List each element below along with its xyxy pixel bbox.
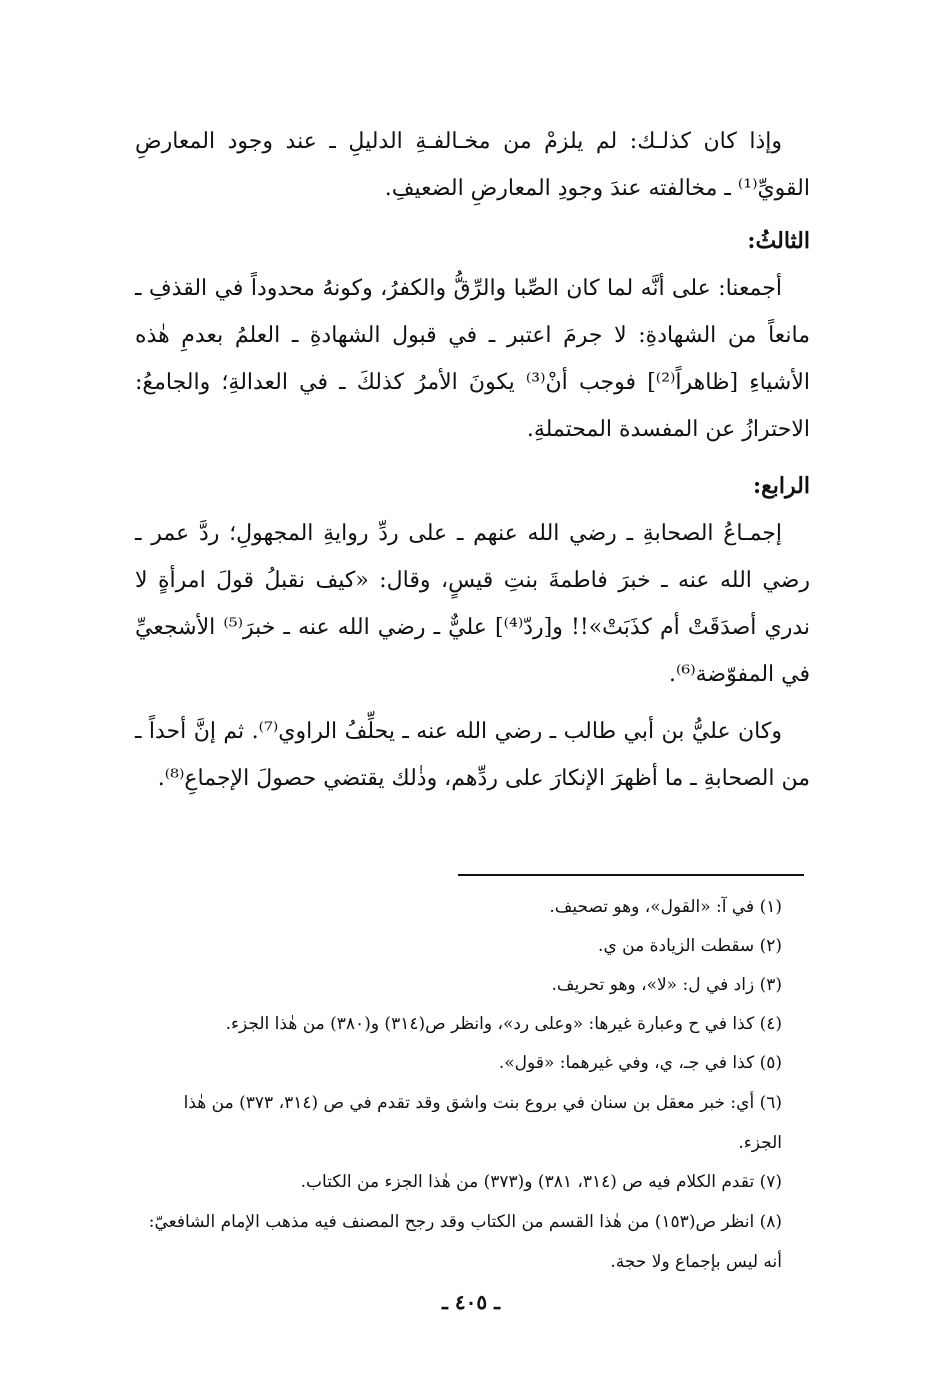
footnote-6: (٦) أي: خبر معقل بن سنان في بروع بنت واشق وقد تقدم في ص (٣١٤، ٣٧٣) من هٰذا الجزء. — [183, 1093, 782, 1153]
footnote-7: (٧) تقدم الكلام فيه ص (٣١٤، ٣٨١) و(٣٧٣) من هٰذا الجزء من الكتاب. — [300, 1172, 782, 1192]
heading-fourth: الرابع: — [752, 473, 810, 499]
footnotes — [135, 888, 810, 1282]
footnote-3: (٣) زاد في ل: «لا»، وهو تحريف. — [551, 975, 782, 995]
footnote-divider — [458, 874, 804, 876]
footnote-1: (١) في آ: «القول»، وهو تصحيف. — [549, 897, 782, 917]
paragraph-3: إجمـاعُ الصحابةِ ـ رضي الله عنهم ـ على ردِّ روايةِ المجهولِ؛ ردَّ عمر ـ رضي الله عنه ـ خبرَ فاطمةَ بنتِ قيسٍ، وقال: «كيف نقبلُ قولَ امرأةٍ لا ندري أصدَقَتْ أم كذَبَتْ»!! و[ردّ⁽⁴⁾] عليٌّ ـ رضي الله عنه ـ خبرَ⁽⁵⁾ الأشجعيِّ في المفوّضة⁽⁶⁾. — [135, 521, 811, 687]
paragraph-2: أجمعنا: على أنَّه لما كان الصِّبا والرِّقُّ والكفرُ، وكونهُ محدوداً في القذفِ ـ مانعاً من الشهادةِ: لا جرمَ اعتبر ـ في قبول الشهادةِ ـ العلمُ بعدمِ هٰذه الأشياءِ [ظاهراً⁽²⁾] فوجب أنْ⁽³⁾ يكونَ الأمرُ كذلكَ ـ في العدالةِ؛ والجامعُ: الاحترازُ عن المفسدة المحتملةِ. — [135, 276, 811, 442]
main-text — [135, 118, 810, 802]
paragraph-1: وإذا كان كذلـك: لم يلزمْ من مخـالفـةِ الدليلِ ـ عند وجود المعارضِ القويِّ⁽¹⁾ ـ مخالفته عندَ وجودِ المعارضِ الضعيفِ. — [135, 129, 810, 201]
footnote-4: (٤) كذا في ح وعبارة غيرها: «وعلى رد»، وانظر ص(٣١٤) و(٣٨٠) من هٰذا الجزء. — [225, 1014, 782, 1034]
footnote-2: (٢) سقطت الزيادة من ي. — [598, 936, 782, 956]
page-number: ـ ٤٠٥ ـ — [442, 1290, 500, 1314]
heading-third: الثالثُ: — [747, 228, 810, 254]
footnote-5: (٥) كذا في جـ، ي، وفي غيرهما: «قول». — [498, 1053, 782, 1073]
footnote-8: (٨) انظر ص(١٥٣) من هٰذا القسم من الكتاب وقد رجح المصنف فيه مذهب الإمام الشافعيّ: أنه ليس بإجماع ولا حجة. — [148, 1212, 782, 1272]
paragraph-4: وكان عليُّ بن أبي طالب ـ رضي الله عنه ـ يحلِّفُ الراوي⁽⁷⁾. ثم إنَّ أحداً ـ من الصحابةِ ـ ما أظهرَ الإنكارَ على ردِّهم، وذٰلك يقتضي حصولَ الإجماعِ⁽⁸⁾. — [135, 719, 810, 791]
